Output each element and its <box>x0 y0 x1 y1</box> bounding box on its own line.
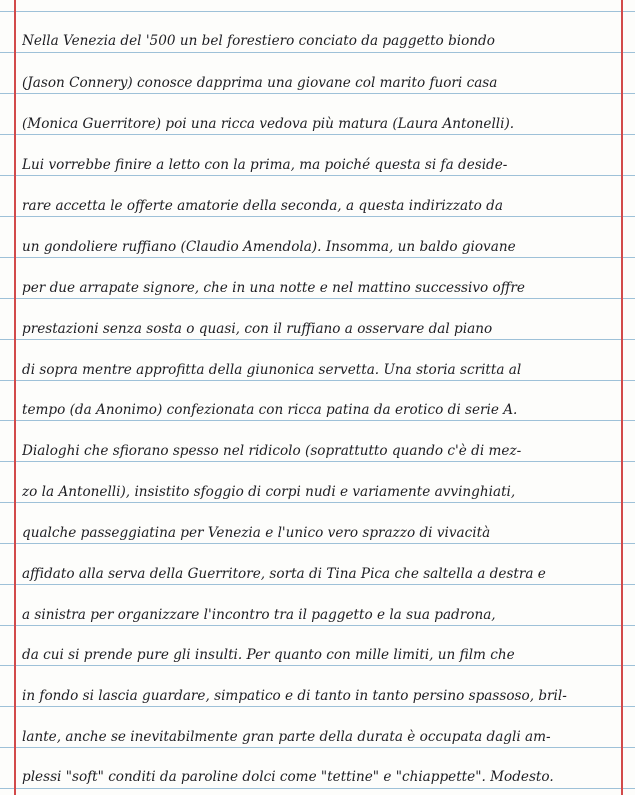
text-line: affidato alla serva della Guerritore, sorta di Tina Pica che saltella a destra e <box>22 566 546 582</box>
ruled-line <box>0 584 635 585</box>
left-margin-line <box>14 0 16 795</box>
ruled-line <box>0 380 635 381</box>
text-line: plessi "soft" conditi da paroline dolci come "tettine" e "chiappette". Modesto. <box>22 769 554 785</box>
ruled-line <box>0 93 635 94</box>
text-line: tempo (da Anonimo) confezionata con ricca patina da erotico di serie A. <box>22 402 518 418</box>
text-line: qualche passeggiatina per Venezia e l'unico vero sprazzo di vivacità <box>22 525 491 541</box>
text-line: prestazioni senza sosta o quasi, con il ruffiano a osservare dal piano <box>22 321 493 337</box>
text-line: rare accetta le offerte amatorie della seconda, a questa indirizzato da <box>22 198 503 214</box>
text-line: a sinistra per organizzare l'incontro tra il paggetto e la sua padrona, <box>22 607 496 623</box>
ruled-line <box>0 788 635 789</box>
text-line: Dialoghi che sfiorano spesso nel ridicolo (soprattutto quando c'è di mez- <box>22 443 522 459</box>
text-line: Lui vorrebbe finire a letto con la prima, ma poiché questa si fa deside- <box>22 157 508 173</box>
ruled-line <box>0 706 635 707</box>
ruled-line <box>0 747 635 748</box>
ruled-line <box>0 665 635 666</box>
ruled-line <box>0 502 635 503</box>
text-line: da cui si prende pure gli insulti. Per quanto con mille limiti, un film che <box>22 647 515 663</box>
ruled-line <box>0 52 635 53</box>
ruled-line <box>0 298 635 299</box>
text-line: per due arrapate signore, che in una notte e nel mattino successivo offre <box>22 280 525 296</box>
ruled-line <box>0 175 635 176</box>
ruled-line <box>0 339 635 340</box>
text-line: in fondo si lascia guardare, simpatico e di tanto in tanto persino spassoso, bril- <box>22 688 567 704</box>
text-line: zo la Antonelli), insistito sfoggio di corpi nudi e variamente avvinghiati, <box>22 484 516 500</box>
text-line: Nella Venezia del '500 un bel forestiero conciato da paggetto biondo <box>22 33 495 49</box>
text-line: lante, anche se inevitabilmente gran parte della durata è occupata dagli am- <box>22 729 551 745</box>
ruled-line <box>0 134 635 135</box>
text-line: (Jason Connery) conosce dapprima una giovane col marito fuori casa <box>22 75 498 91</box>
ruled-line <box>0 216 635 217</box>
text-line: un gondoliere ruffiano (Claudio Amendola). Insomma, un baldo giovane <box>22 239 516 255</box>
ruled-line <box>0 420 635 421</box>
ruled-line <box>0 11 635 12</box>
text-line: di sopra mentre approfitta della giunonica servetta. Una storia scritta al <box>22 362 522 378</box>
ruled-line <box>0 257 635 258</box>
ruled-line <box>0 625 635 626</box>
ruled-line <box>0 543 635 544</box>
ruled-line <box>0 461 635 462</box>
text-line: (Monica Guerritore) poi una ricca vedova più matura (Laura Antonelli). <box>22 116 515 132</box>
